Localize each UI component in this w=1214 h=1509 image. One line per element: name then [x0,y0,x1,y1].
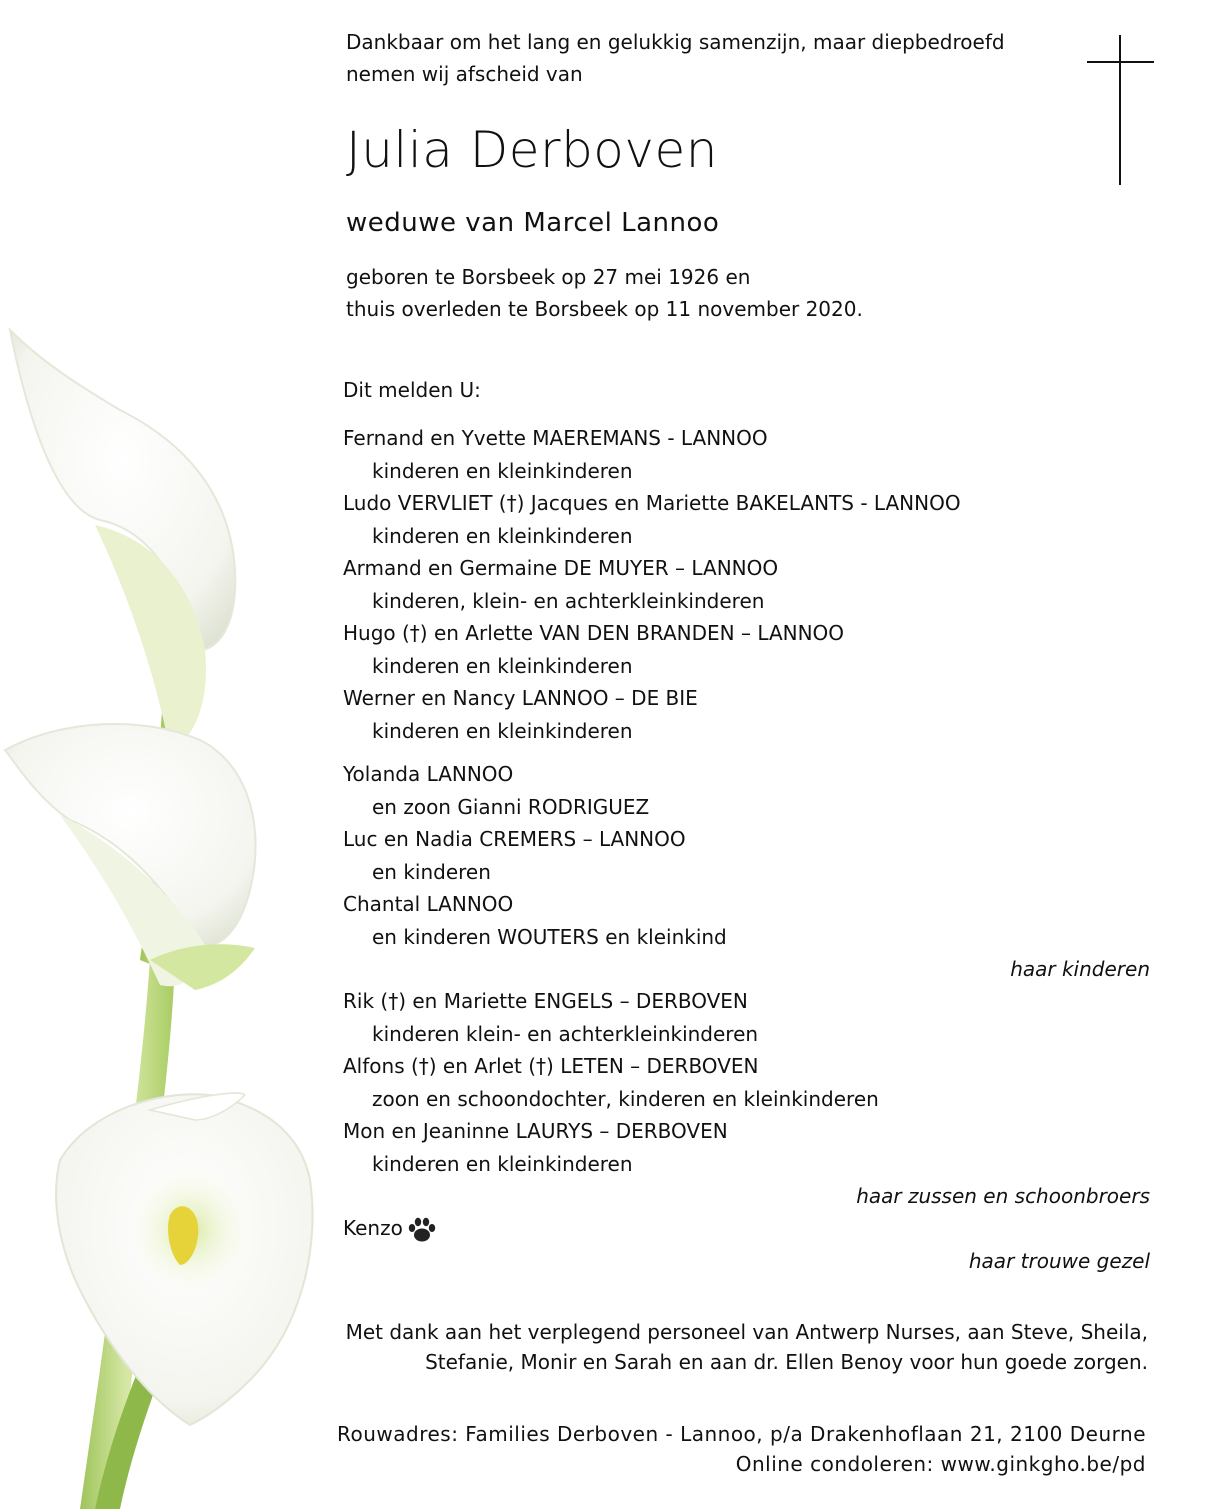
family-sub: kinderen en kleinkinderen [372,654,633,678]
family-name: Hugo (†) en Arlette VAN DEN BRANDEN – LANNOO [343,621,845,645]
family-sub: en kinderen WOUTERS en kleinkind [372,925,727,949]
family-sub: kinderen, klein- en achterkleinkinderen [372,589,765,613]
pet-name: Kenzo [343,1216,403,1240]
family-sub: kinderen klein- en achterkleinkinderen [372,1022,759,1046]
family-name: Armand en Germaine DE MUYER – LANNOO [343,556,779,580]
family-name: Ludo VERVLIET (†) Jacques en Mariette BAKELANTS - LANNOO [343,491,961,515]
birth-death-info [346,261,863,325]
pet-label: haar trouwe gezel [968,1249,1150,1273]
family-sub: kinderen en kleinkinderen [372,719,633,743]
birth-line: geboren te Borsbeek op 27 mei 1926 en [346,265,751,289]
family-name: Werner en Nancy LANNOO – DE BIE [343,686,698,710]
death-line: thuis overleden te Borsbeek op 11 november 2020. [346,297,863,321]
family-sub: en zoon Gianni RODRIGUEZ [372,795,650,819]
intro-line: Dankbaar om het lang en gelukkig samenzijn, maar diepbedroefd [346,30,1005,54]
family-sub: kinderen en kleinkinderen [372,459,633,483]
children-label: haar kinderen [1010,957,1150,981]
thanks-line: Met dank aan het verplegend personeel van Antwerp Nurses, aan Steve, Sheila, [345,1320,1148,1344]
intro-line: nemen wij afscheid van [346,62,583,86]
family-sub: en kinderen [372,860,491,884]
family-name: Rik (†) en Mariette ENGELS – DERBOVEN [343,989,748,1013]
address-block [326,1419,1146,1479]
family-name: Fernand en Yvette MAEREMANS - LANNOO [343,426,768,450]
family-name: Mon en Jeaninne LAURYS – DERBOVEN [343,1119,728,1143]
cross-icon [1119,35,1121,185]
cross-icon-bar [1087,61,1154,63]
family-sub: zoon en schoondochter, kinderen en kleinkinderen [372,1087,879,1111]
calla-lily-illustration [0,320,330,1509]
family-name: Chantal LANNOO [343,892,514,916]
widow-line: weduwe van Marcel Lannoo [346,208,720,238]
paw-icon [407,1217,437,1243]
lily-middle [5,724,256,990]
lily-top [10,330,235,750]
family-name: Alfons (†) en Arlet (†) LETEN – DERBOVEN [343,1054,759,1078]
intro-text [346,26,1005,90]
siblings-label: haar zussen en schoonbroers [856,1184,1150,1208]
address-line: Rouwadres: Families Derboven - Lannoo, p/a Drakenhoflaan 21, 2100 Deurne [336,1422,1146,1446]
family-sub: kinderen en kleinkinderen [372,524,633,548]
pet-line [343,1212,437,1244]
deceased-name: Julia Derboven [346,121,718,179]
family-name: Yolanda LANNOO [343,762,514,786]
thanks-text [328,1317,1148,1377]
announce-line: Dit melden U: [343,378,481,402]
family-name: Luc en Nadia CREMERS – LANNOO [343,827,686,851]
thanks-line: Stefanie, Monir en Sarah en aan dr. Ellen Benoy voor hun goede zorgen. [425,1350,1148,1374]
condolence-link[interactable]: Online condoleren: www.ginkgho.be/pd [735,1452,1146,1476]
family-sub: kinderen en kleinkinderen [372,1152,633,1176]
lily-bottom [56,1093,312,1425]
